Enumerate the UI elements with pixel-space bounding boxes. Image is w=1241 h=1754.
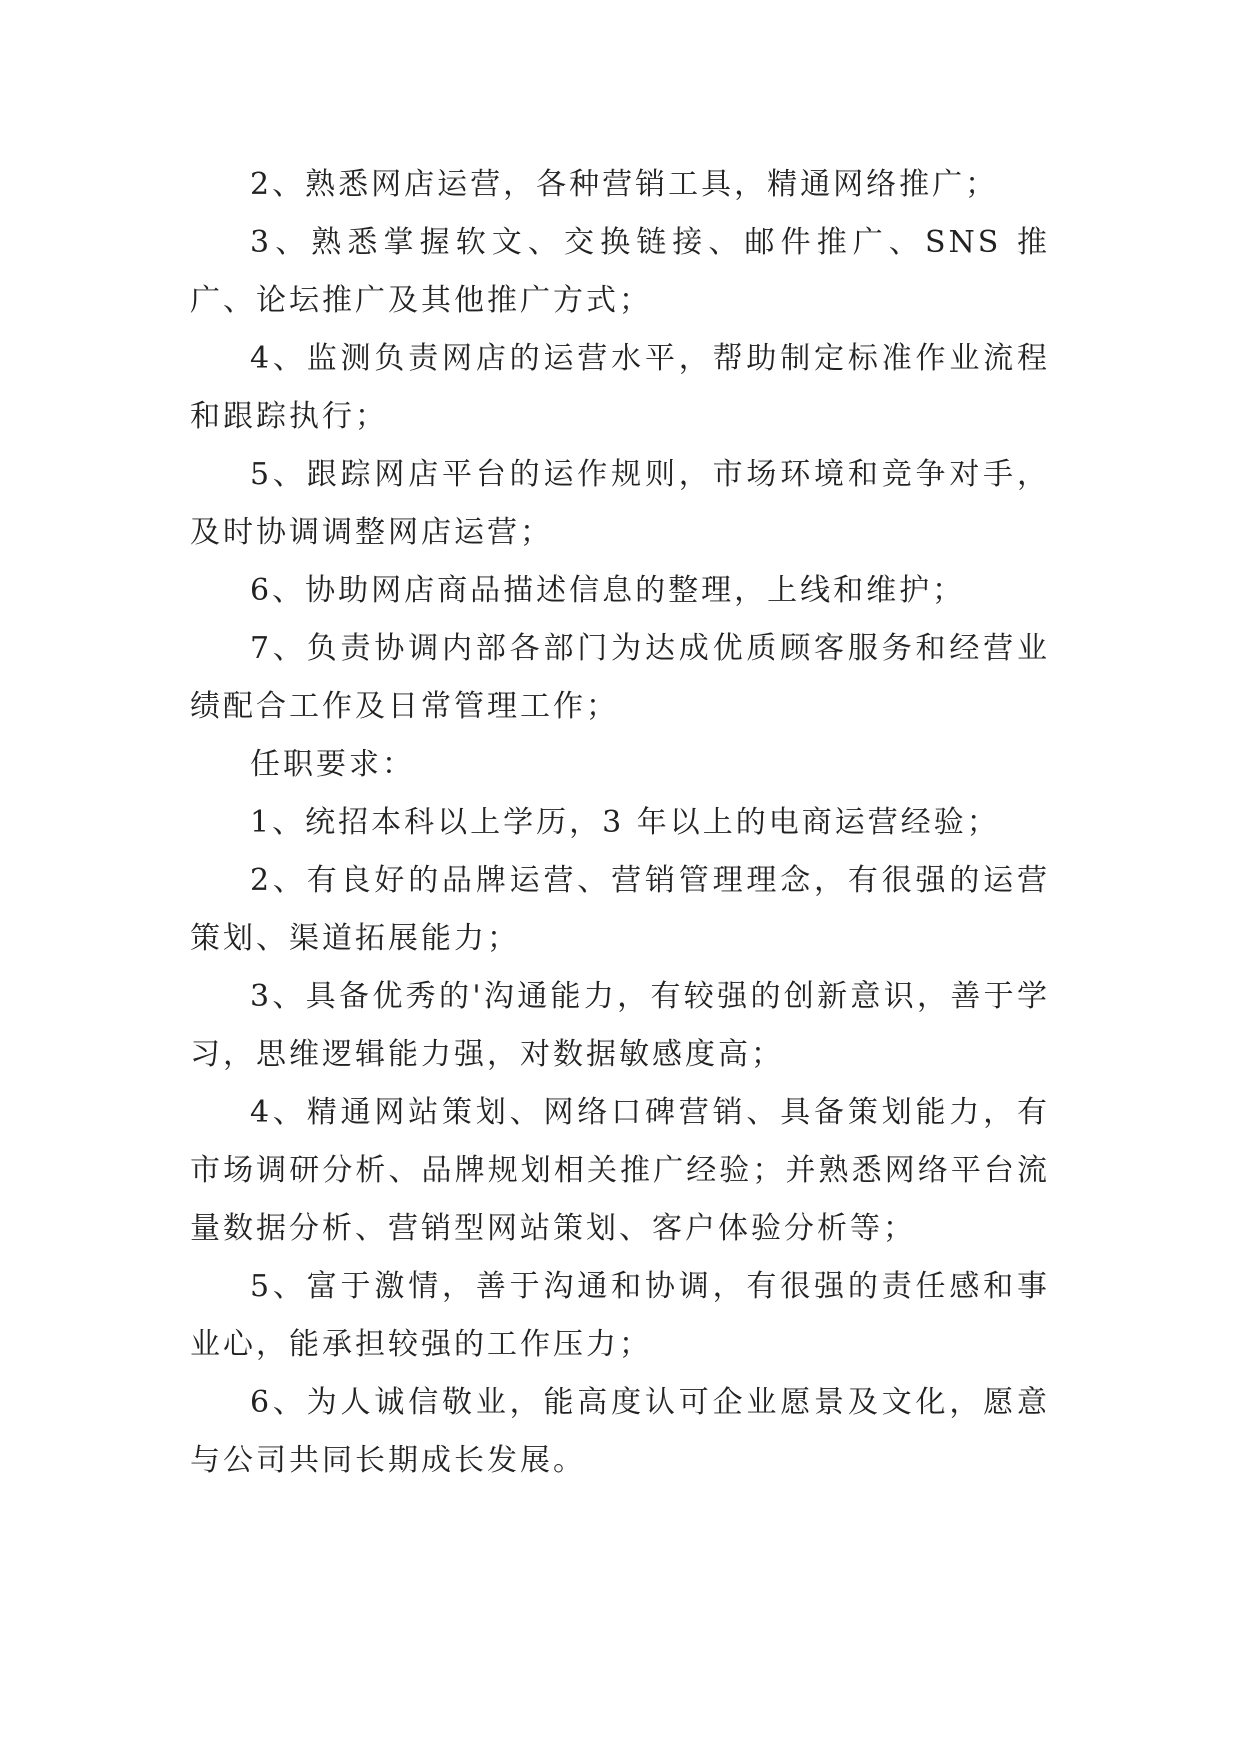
requirement-item-2: 2、有良好的品牌运营、营销管理理念，有很强的运营策划、渠道拓展能力； (190, 863, 1050, 956)
requirement-item-3: 3、具备优秀的'沟通能力，有较强的创新意识，善于学习，思维逻辑能力强，对数据敏感度高； (190, 979, 1050, 1072)
requirement-item-1: 1、统招本科以上学历，3 年以上的电商运营经验； (250, 805, 1000, 840)
requirement-item-4: 4、精通网站策划、网络口碑营销、具备策划能力，有市场调研分析、品牌规划相关推广经验；并熟悉网络平台流量数据分析、营销型网站策划、客户体验分析等； (190, 1095, 1050, 1246)
duty-item-5: 5、跟踪网店平台的运作规则，市场环境和竞争对手，及时协调调整网店运营； (190, 457, 1050, 550)
requirements-heading: 任职要求： (250, 747, 415, 782)
duty-item-6: 6、协助网店商品描述信息的整理，上线和维护； (250, 573, 966, 608)
document-body (190, 156, 1050, 1490)
duty-item-4: 4、监测负责网店的运营水平，帮助制定标准作业流程和跟踪执行； (190, 341, 1050, 434)
duty-item-3: 3、熟悉掌握软文、交换链接、邮件推广、SNS 推广、论坛推广及其他推广方式； (190, 225, 1050, 318)
duty-item-7: 7、负责协调内部各部门为达成优质顾客服务和经营业绩配合工作及日常管理工作； (190, 631, 1050, 724)
duty-item-2: 2、熟悉网店运营，各种营销工具，精通网络推广； (250, 167, 999, 202)
requirement-item-5: 5、富于激情，善于沟通和协调，有很强的责任感和事业心，能承担较强的工作压力； (190, 1269, 1050, 1362)
requirement-item-6: 6、为人诚信敬业，能高度认可企业愿景及文化，愿意与公司共同长期成长发展。 (190, 1385, 1050, 1478)
